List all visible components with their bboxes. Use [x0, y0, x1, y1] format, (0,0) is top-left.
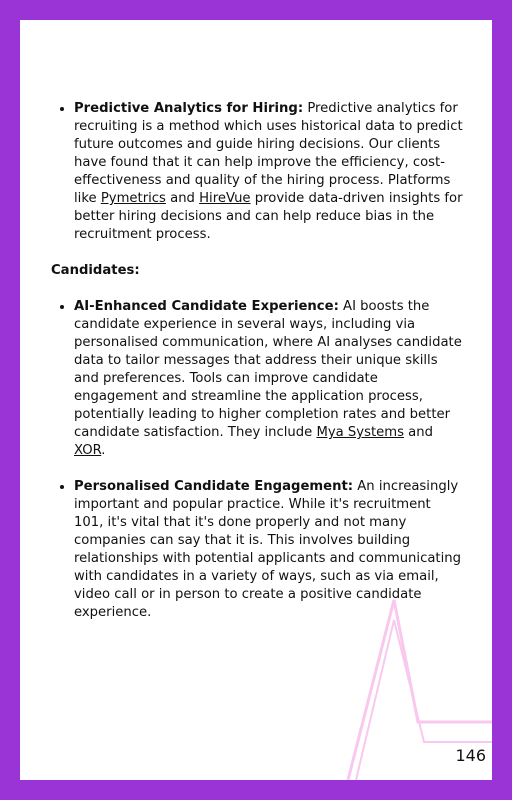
page-number: 146: [455, 746, 486, 765]
section-heading-candidates: Candidates:: [51, 263, 140, 278]
item-text: An increasingly important and popular practice. While it's recruitment 101, it's vital that it's done properly and not many companies can say that it is. This involves building relationships with potential applicants and communicating with candidates in a variety of ways, such as via email, video call or in person to create a positive candidate experience.: [74, 479, 461, 620]
list-item: [74, 298, 463, 460]
item-text: provide data-driven insights for better hiring decisions and can help reduce bias in the recruitment process.: [74, 191, 463, 242]
item-text: and: [403, 425, 433, 440]
item-text: and: [165, 191, 200, 206]
page-content: [51, 100, 463, 622]
list-item: [74, 100, 463, 244]
bullet-list-hiring: [51, 100, 463, 244]
hirevue-link[interactable]: HireVue: [199, 191, 251, 206]
bullet-list-candidates: [51, 298, 463, 622]
item-title: Personalised Candidate Engagement:: [74, 479, 354, 494]
document-page: [20, 20, 492, 780]
list-item: [74, 478, 463, 622]
item-text: AI boosts the candidate experience in several ways, including via personalised communication, where AI analyses candidate data to tailor messages that address their unique skills and preferences. Tools can improve candidate engagement and streamline the application process, potentially leading to higher completion rates and better candidate satisfaction. They include: [74, 299, 462, 440]
item-title: Predictive Analytics for Hiring:: [74, 101, 304, 116]
item-text: .: [101, 443, 106, 458]
mya-systems-link[interactable]: Mya Systems: [316, 425, 404, 440]
pymetrics-link[interactable]: Pymetrics: [100, 191, 166, 206]
item-text: Predictive analytics for recruiting is a method which uses historical data to predict future outcomes and guide hiring decisions. Our clients have found that it can help improve the efficiency, cost-effectiveness and quality of the hiring process. Platforms like: [74, 101, 463, 206]
item-title: AI-Enhanced Candidate Experience:: [74, 299, 339, 314]
xor-link[interactable]: XOR: [74, 443, 102, 458]
